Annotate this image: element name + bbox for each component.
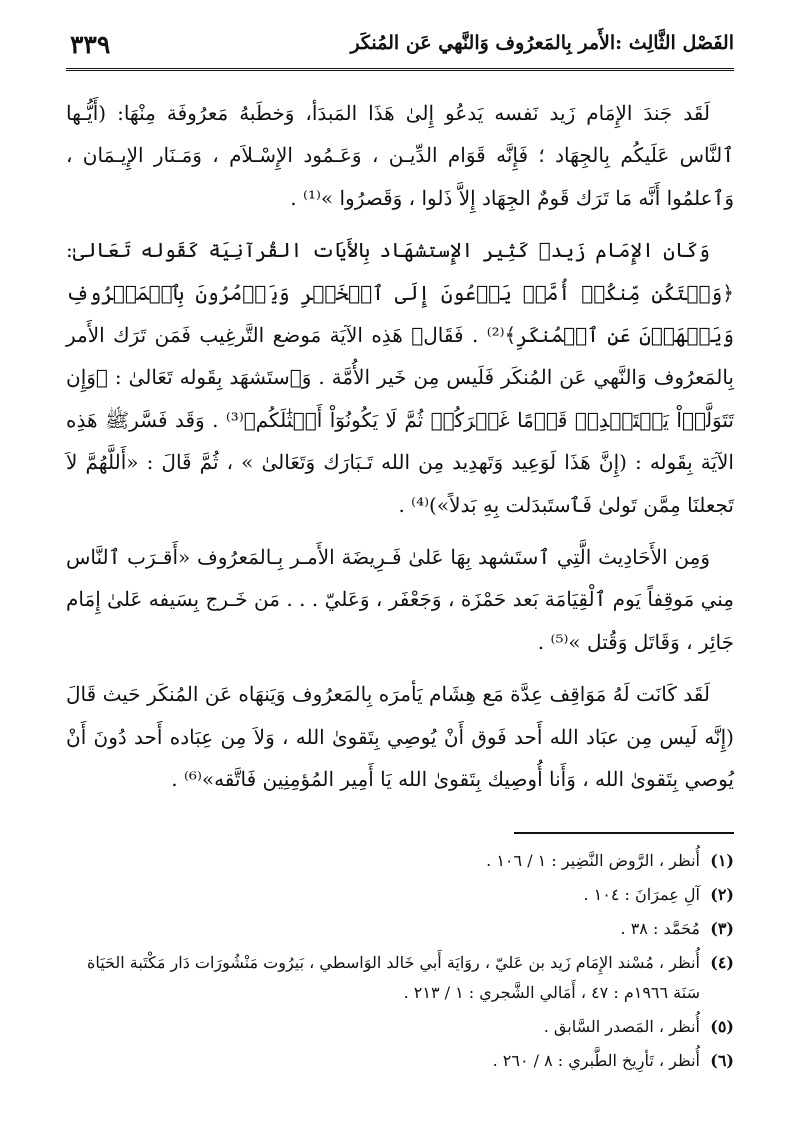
- page-header: [66, 28, 734, 71]
- footnote-number: (٤): [710, 953, 734, 972]
- footnote-text: أُنظر ، المَصدر السَّابق .: [543, 1017, 700, 1036]
- paragraph: وَكَان الإِمَام زَيدﷺ كَثِير الإِستشهَاد بِالأَيَات القُرآنِيَة كَقَوله تَعَالىٰ: ﴿وَلۡتَكُن مِّنكُمۡ أُمَّةٞ يَدۡعُونَ إِلَى ٱلۡخَيۡرِ وَيَأۡمُرُونَ بِٱلۡمَعۡرُوفِ وَيَنۡهَوۡنَ عَنِ ٱلۡمُنكَرِ﴾⁽²⁾ . فَقَالﷺ هَذِه الآيَة مَوضع التَّرغِيب فَمَن تَرَك الأَمر بِالمَعرُوف وَالنَّهي عَن المُنكَر فَلَيس مِن خَير الأُمَّة . وَٱستَشهَد بِقَوله تَعَالىٰ : ﴿وَإِن تَتَوَلَّوۡاْ يَسۡتَبۡدِلۡ قَوۡمًا غَيۡرَكُمۡ ثُمَّ لَا يَكُونُوٓاْ أَمۡثَٰلَكُم﴾⁽³⁾ . وَقَد فَسَّرﷺ هَذِه الآيَة بِقَوله : (إِنَّ هَذَا لَوَعِيد وَتَهدِيد مِن الله تَـبَارَك وَتَعَالىٰ » ، ثُمَّ قَالَ : «أَللَّهُمَّ لاَ تَجعلنَا مِمَّن تَولىٰ فَٱستَبدَلت بِهِ بَدلاً»)⁽⁴⁾ .: [66, 238, 734, 517]
- footnote-item: [70, 880, 734, 910]
- main-text: [66, 92, 734, 811]
- footnote-text: أُنظر ، تَأرِيخ الطَّبري : ٨ / ٢٦٠ .: [492, 1051, 700, 1070]
- footnote-text: أُنظر ، الرَّوض النَّضِير : ١ / ١٠٦ .: [486, 851, 700, 870]
- paragraph: وَمِن الأَحَادِيث الَّتِي ٱستَشهد بِهَا عَلىٰ فَـرِيضَة الأَمـر بِـالمَعرُوف «أَقـرَب ٱلنَّاس مِني مَوقِفاً يَوم ٱلْقِيَامَة بَعد حَمْزَة ، وَجَعْفَر ، وَعَليّ . . . مَن خَـرج بِسَيفه عَلىٰ إِمَام جَائِر ، وَقَاتَل وَقُتل »⁽⁵⁾ .: [66, 545, 734, 654]
- footnote-number: (٢): [710, 885, 734, 904]
- paragraph: لَقَد جَندَ الإِمَام زَيد نَفسه يَدعُو إِلىٰ هَذَا المَبدَأ، وَخطَبهُ مَعرُوفَة مِنْهَا: (أَيُّـها ٱلنَّاس عَلَيكُم بِالجِهَاد ؛ فَإِنَّه قَوَام الدِّيـن ، وَعَـمُود الإِسْـلاَم ، وَمَـنَار الإِيـمَان ، وَٱعلمُوا أَنَّه مَا تَرَك قَومٌ الجِهَاد إِلاَّ ذَلوا ، وَقَصرُوا »⁽¹⁾ .: [66, 101, 734, 210]
- footnote-item: [70, 914, 734, 944]
- footnote-item: [70, 1012, 734, 1042]
- footnote-item: [70, 948, 734, 1008]
- footnote-number: (٣): [710, 919, 734, 938]
- footnote-text: مُحَمَّد : ٣٨ .: [620, 919, 700, 938]
- footnote-number: (٥): [710, 1017, 734, 1036]
- paragraph: لَقَد كَانَت لَهُ مَوَاقِف عِدَّة مَع هِشَام يَأمرَه بِالمَعرُوف وَيَنهَاه عَن المُنكَر حَيث قَالَ (إِنَّه لَيس مِن عبَاد الله أَحد فَوق أَنْ يُوصِي بِتَقوىٰ الله ، وَلاَ مِن عِبَاده أَحد دُونَ أَنْ يُوصي بِتَقوىٰ الله ، وَأَنا أُوصِيك بِتَقوىٰ الله يَا أَمِير المُؤمِنِين فَاتَّقه»⁽⁶⁾ .: [66, 682, 734, 792]
- footnote-text: آلِ عِمرَانَ : ١٠٤ .: [583, 885, 700, 904]
- footnote-number: (٦): [710, 1051, 734, 1070]
- footnotes-list: [70, 846, 734, 1080]
- page-number: ٣٣٩: [70, 30, 111, 59]
- footnote-item: [70, 846, 734, 876]
- running-title: الفَصْل الثَّالِث :الأَمر بِالمَعرُوف وَالنَّهي عَن المُنكَر: [350, 32, 734, 54]
- footnote-separator: [514, 832, 734, 834]
- footnote-text: أُنظر ، مُسْند الإِمَام زَيد بن عَليّ ، روَايَة أَبي خَالد الوَاسطي ، بَيرُوت مَنْشُورَات دَار مَكْتَبة الحَيَاة سَنَة ١٩٦٦م : ٤٧ ، أَمَالي الشَّجري : ١ / ٢١٣ .: [86, 953, 700, 1002]
- footnote-number: (١): [710, 851, 734, 870]
- footnote-item: [70, 1046, 734, 1076]
